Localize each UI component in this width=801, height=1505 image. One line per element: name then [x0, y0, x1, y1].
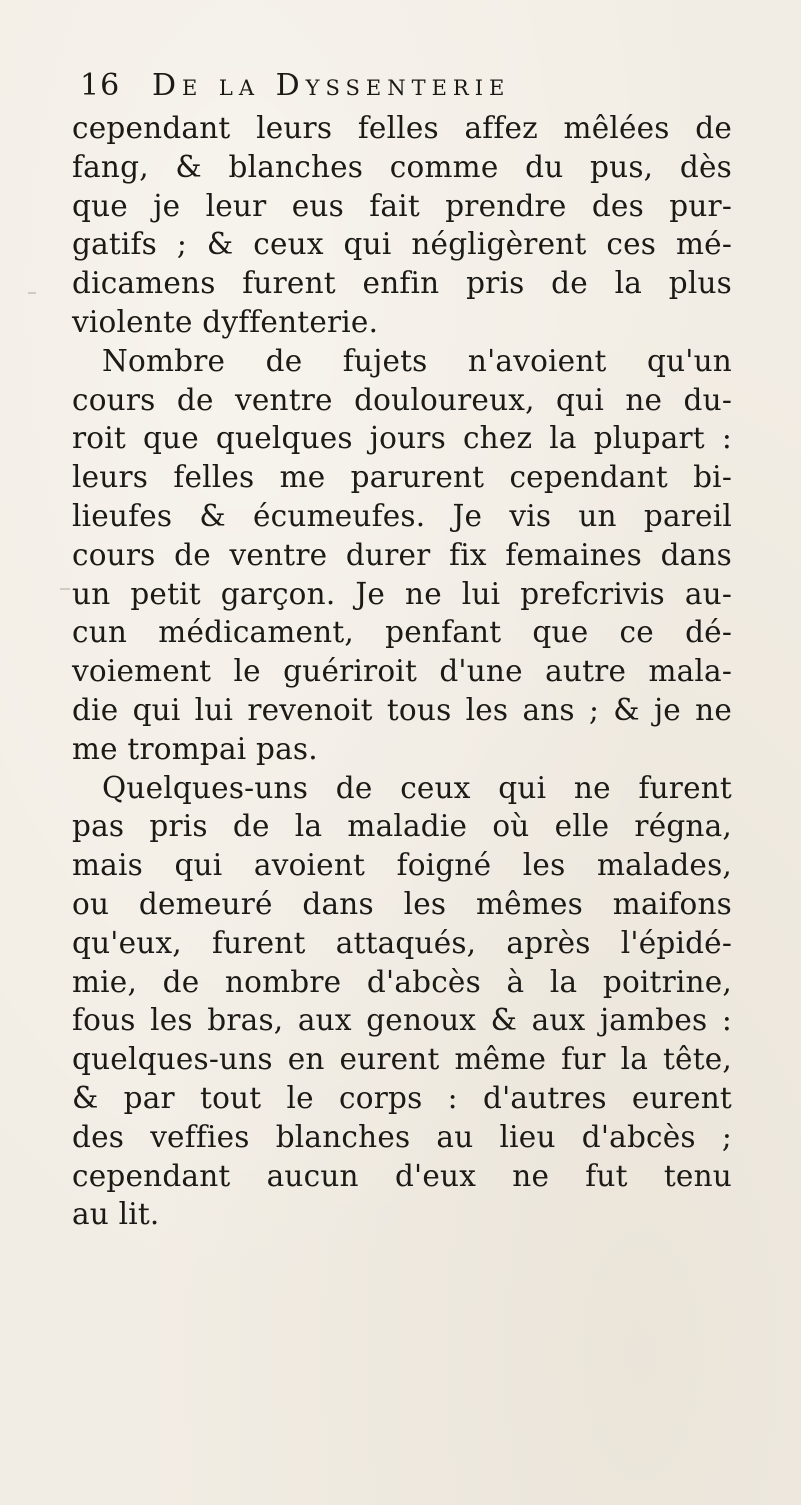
- text-line: leurs felles me parurent cependant bi-: [72, 460, 732, 495]
- page-number: 16: [80, 68, 121, 103]
- text-line: & par tout le corps : d'autres eurent: [72, 1080, 732, 1115]
- text-line: cependant aucun d'eux ne fut tenu: [72, 1158, 732, 1193]
- text-line: voiement le guériroit d'une autre mala-: [72, 654, 732, 689]
- text-line: que je leur eus fait prendre des pur-: [72, 188, 732, 223]
- text-line: fous les bras, aux genoux & aux jambes :: [72, 1003, 732, 1038]
- text-line: cours de ventre douloureux, qui ne du-: [72, 382, 732, 417]
- text-line: mie, de nombre d'abcès à la poitrine,: [72, 964, 732, 999]
- running-head: De la Dyssenterie: [152, 68, 511, 103]
- text-line: gatifs ; & ceux qui négligèrent ces mé-: [72, 227, 732, 262]
- text-line: ou demeuré dans les mêmes maifons: [72, 886, 732, 921]
- text-line: Quelques-uns de ceux qui ne furent: [102, 770, 732, 805]
- text-line: violente dyffenterie.: [72, 304, 379, 339]
- text-line: pas pris de la maladie où elle régna,: [72, 809, 732, 844]
- paper-speck: [60, 588, 70, 590]
- text-line: cours de ventre durer fix femaines dans: [72, 537, 732, 572]
- text-line: die qui lui revenoit tous les ans ; & je ne: [72, 692, 732, 727]
- text-line: Nombre de fujets n'avoient qu'un: [102, 343, 732, 378]
- text-line: un petit garçon. Je ne lui prefcrivis au-: [72, 576, 732, 611]
- text-line: dicamens furent enfin pris de la plus: [72, 266, 732, 301]
- text-line: qu'eux, furent attaqués, après l'épidé-: [72, 925, 732, 960]
- text-line: me trompai pas.: [72, 731, 318, 766]
- text-line: mais qui avoient foigné les malades,: [72, 848, 732, 883]
- text-line: cependant leurs felles affez mêlées de: [72, 111, 732, 145]
- text-line: des veffies blanches au lieu d'abcès ;: [72, 1119, 732, 1154]
- text-line: quelques-uns en eurent même fur la tête,: [72, 1042, 732, 1077]
- text-line: lieufes & écumeufes. Je vis un pareil: [72, 498, 732, 533]
- text-line: cun médicament, penfant que ce dé-: [72, 615, 732, 650]
- text-line: roit que quelques jours chez la plupart :: [72, 421, 732, 456]
- body-text: [72, 109, 732, 1234]
- text-line: fang, & blanches comme du pus, dès: [72, 149, 732, 184]
- paper-speck: [28, 292, 36, 294]
- text-line: au lit.: [72, 1197, 160, 1232]
- page-header: [80, 68, 720, 112]
